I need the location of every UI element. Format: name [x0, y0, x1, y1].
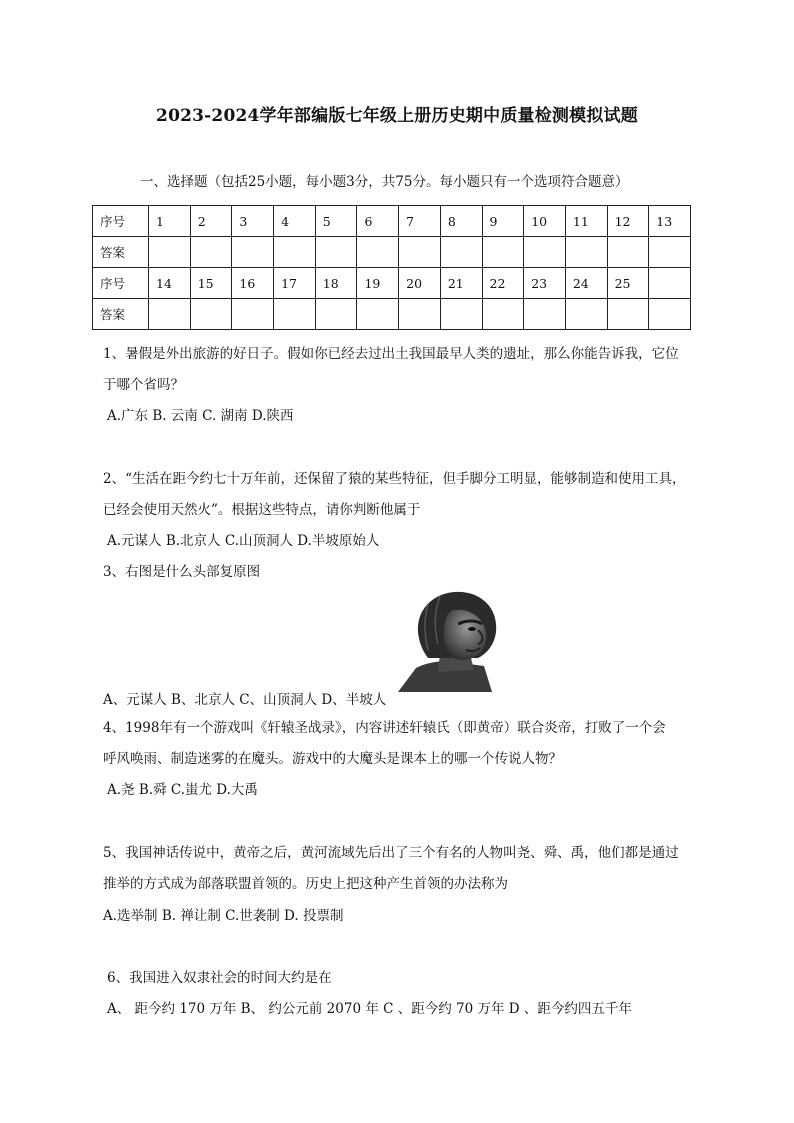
question-3-text: 3、右图是什么头部复原图 [103, 564, 261, 580]
answer-cell[interactable] [524, 299, 566, 330]
table-cell: 10 [524, 206, 566, 237]
table-cell: 9 [482, 206, 524, 237]
table-cell: 19 [357, 268, 399, 299]
row-label: 答案 [93, 299, 149, 330]
answer-cell[interactable] [315, 299, 357, 330]
head-bust-icon [388, 584, 508, 702]
answer-cell[interactable] [357, 299, 399, 330]
answer-cell[interactable] [149, 299, 191, 330]
question-5-text: 5、我国神话传说中，黄帝之后，黄河流域先后出了三个有名的人物叫尧、舜、禹，他们都是通过 [103, 845, 679, 861]
question-1-options: A.广东 B. 云南 C. 湖南 D.陕西 [107, 408, 294, 424]
answer-cell[interactable] [649, 237, 691, 268]
answer-cell[interactable] [607, 299, 649, 330]
section-heading: 一、选择题（包括25小题，每小题3分，共75分。每小题只有一个选项符合题意） [140, 174, 629, 190]
table-cell: 22 [482, 268, 524, 299]
table-cell: 15 [190, 268, 232, 299]
answer-cell[interactable] [149, 237, 191, 268]
question-4-options: A.尧 B.舜 C.蚩尤 D.大禹 [107, 782, 258, 798]
table-cell [649, 268, 691, 299]
table-cell: 16 [232, 268, 274, 299]
table-cell: 4 [274, 206, 316, 237]
table-row [93, 206, 691, 237]
head-reconstruction-figure [388, 584, 508, 702]
table-cell: 12 [607, 206, 649, 237]
table-cell: 18 [315, 268, 357, 299]
question-5-options: A.选举制 B. 禅让制 C.世袭制 D. 投票制 [103, 908, 344, 924]
question-6-text: 6、我国进入奴隶社会的时间大约是在 [107, 970, 332, 986]
answer-cell[interactable] [524, 237, 566, 268]
answer-cell[interactable] [607, 237, 649, 268]
answer-cell[interactable] [482, 299, 524, 330]
question-2-options: A.元谋人 B.北京人 C.山顶洞人 D.半坡原始人 [107, 533, 380, 549]
question-1-text: 1、暑假是外出旅游的好日子。假如你已经去过出土我国最早人类的遗址，那么你能告诉我，它位 [103, 346, 679, 362]
answer-cell[interactable] [482, 237, 524, 268]
answer-cell[interactable] [190, 299, 232, 330]
row-label: 答案 [93, 237, 149, 268]
table-cell: 25 [607, 268, 649, 299]
question-4-text: 4、1998年有一个游戏叫《轩辕圣战录》，内容讲述轩辕氏（即黄帝）联合炎帝，打败了一个会 [103, 720, 666, 736]
answer-cell[interactable] [565, 237, 607, 268]
question-1-text: 于哪个省吗？ [103, 377, 184, 393]
table-cell: 13 [649, 206, 691, 237]
answer-cell[interactable] [399, 237, 441, 268]
table-cell: 24 [565, 268, 607, 299]
table-cell: 20 [399, 268, 441, 299]
table-cell: 2 [190, 206, 232, 237]
answer-table [92, 205, 691, 330]
answer-cell[interactable] [232, 237, 274, 268]
answer-cell[interactable] [232, 299, 274, 330]
answer-cell[interactable] [357, 237, 399, 268]
answer-cell[interactable] [274, 237, 316, 268]
answer-cell[interactable] [274, 299, 316, 330]
answer-cell[interactable] [440, 237, 482, 268]
table-cell: 14 [149, 268, 191, 299]
table-row [93, 268, 691, 299]
question-5-text: 推举的方式成为部落联盟首领的。历史上把这种产生首领的办法称为 [103, 876, 508, 892]
answer-cell[interactable] [190, 237, 232, 268]
table-cell: 3 [232, 206, 274, 237]
row-label: 序号 [93, 206, 149, 237]
answer-cell[interactable] [440, 299, 482, 330]
table-cell: 1 [149, 206, 191, 237]
answer-cell[interactable] [399, 299, 441, 330]
question-4-text: 呼风唤雨、制造迷雾的在魔头。游戏中的大魔头是课本上的哪一个传说人物？ [103, 751, 562, 767]
table-cell: 5 [315, 206, 357, 237]
table-cell: 21 [440, 268, 482, 299]
table-cell: 11 [565, 206, 607, 237]
page-title: 2023-2024学年部编版七年级上册历史期中质量检测模拟试题 [156, 106, 638, 126]
answer-cell[interactable] [565, 299, 607, 330]
row-label: 序号 [93, 268, 149, 299]
table-cell: 17 [274, 268, 316, 299]
answer-cell[interactable] [649, 299, 691, 330]
table-row [93, 299, 691, 330]
question-3-options: A、元谋人 B、北京人 C、山顶洞人 D、半坡人 [103, 692, 387, 708]
answer-cell[interactable] [315, 237, 357, 268]
question-2-text: 已经会使用天然火”。根据这些特点，请你判断他属于 [103, 502, 421, 518]
question-6-options: A、 距今约 170 万年 B、 约公元前 2070 年 C 、距今约 70 万年 D 、距今约四五千年 [107, 1001, 632, 1017]
table-row [93, 237, 691, 268]
table-cell: 23 [524, 268, 566, 299]
table-cell: 7 [399, 206, 441, 237]
question-2-text: 2、“生活在距今约七十万年前，还保留了猿的某些特征，但手脚分工明显，能够制造和使用工具， [103, 471, 686, 487]
table-cell: 6 [357, 206, 399, 237]
table-cell: 8 [440, 206, 482, 237]
